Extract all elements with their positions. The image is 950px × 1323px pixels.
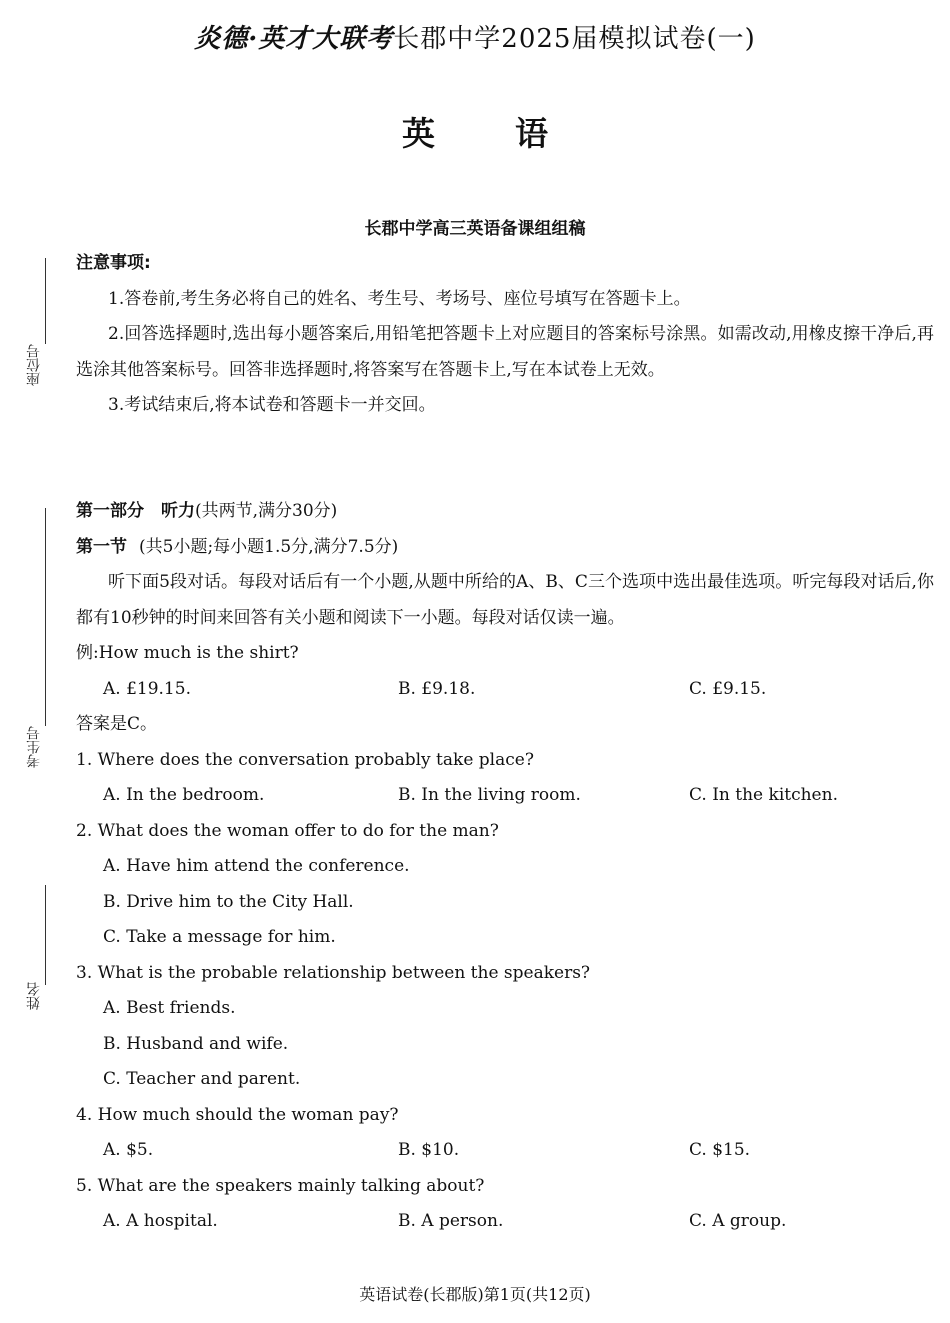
question-stem: 2. What does the woman offer to do for the man? [76,820,499,841]
option: C. A group. [689,1211,787,1231]
option: C. In the kitchen. [689,785,838,805]
example-answer: 答案是C。 [76,714,158,734]
exam-title: 长郡中学2025届模拟试卷(一) [393,24,756,54]
section-heading-label: 第一节 [76,536,127,557]
option: B. Drive him to the City Hall. [103,891,354,912]
name-label: 姓名 [26,982,42,1010]
example-options [76,672,934,708]
brand-name: 炎德·英才大联考 [194,24,394,54]
option: C. Take a message for him. [103,927,336,947]
question-stem: 1. Where does the conversation probably take place? [76,749,534,770]
listening-part [76,494,934,1240]
option: A. $5. [103,1140,154,1160]
option: B. A person. [398,1211,504,1231]
notice-block [76,246,934,424]
notice-item: 2.回答选择题时,选出每小题答案后,用铅笔把答题卡上对应题目的答案标号涂黑。如需改动,用橡皮擦干净后,再选涂其他答案标号。回答非选择题时,将答案写在答题卡上,写在本试卷上无效。 [76,324,934,380]
seat-line [45,258,46,344]
option: C. $15. [689,1140,751,1160]
option: B. $10. [398,1140,460,1160]
option: A. Have him attend the conference. [103,856,410,876]
exam-no-line [45,508,46,726]
question-stem: 5. What are the speakers mainly talking about? [76,1175,485,1196]
subject-char: 英 [402,114,435,153]
option: A. A hospital. [103,1211,218,1231]
option: B. Husband and wife. [103,1033,289,1054]
exam-no-label: 考生号 [26,726,42,768]
notice-title: 注意事项: [76,253,151,273]
example-question: 例:How much is the shirt? [76,643,299,663]
part-heading-label: 第一部分 听力 [76,501,195,521]
option: C. £9.15. [689,678,767,699]
option: A. Best friends. [103,998,236,1018]
page-footer: 英语试卷(长郡版)第1页(共12页) [359,1285,591,1304]
exam-header [0,18,950,55]
question-options [76,778,934,814]
notice-item: 3.考试结束后,将本试卷和答题卡一并交回。 [108,395,436,415]
option: A. £19.15. [103,678,191,699]
subject-title [0,108,950,155]
question-stem: 4. How much should the woman pay? [76,1104,399,1125]
section-heading [76,530,934,566]
question-options [76,1204,934,1240]
section-heading-note: (共5小题;每小题1.5分,满分7.5分) [139,536,399,557]
option: B. In the living room. [398,785,581,805]
notice-item: 1.答卷前,考生务必将自己的姓名、考生号、考场号、座位号填写在答题卡上。 [108,288,691,309]
option: B. £9.18. [398,678,476,699]
seat-label: 座位号 [26,344,42,386]
part-heading [76,494,934,530]
subject-char: 语 [515,114,548,153]
name-line [45,885,46,985]
compiler-line: 长郡中学高三英语备课组组稿 [364,219,586,239]
question-options [76,1133,934,1169]
part-heading-note: (共两节,满分30分) [195,501,338,521]
question-stem: 3. What is the probable relationship between the speakers? [76,962,591,983]
option: A. In the bedroom. [103,785,265,805]
listening-instructions: 听下面5段对话。每段对话后有一个小题,从题中所给的A、B、C三个选项中选出最佳选项。听完每段对话后,你都有10秒钟的时间来回答有关小题和阅读下一小题。每段对话仅读一遍。 [76,572,934,628]
option: C. Teacher and parent. [103,1069,301,1089]
